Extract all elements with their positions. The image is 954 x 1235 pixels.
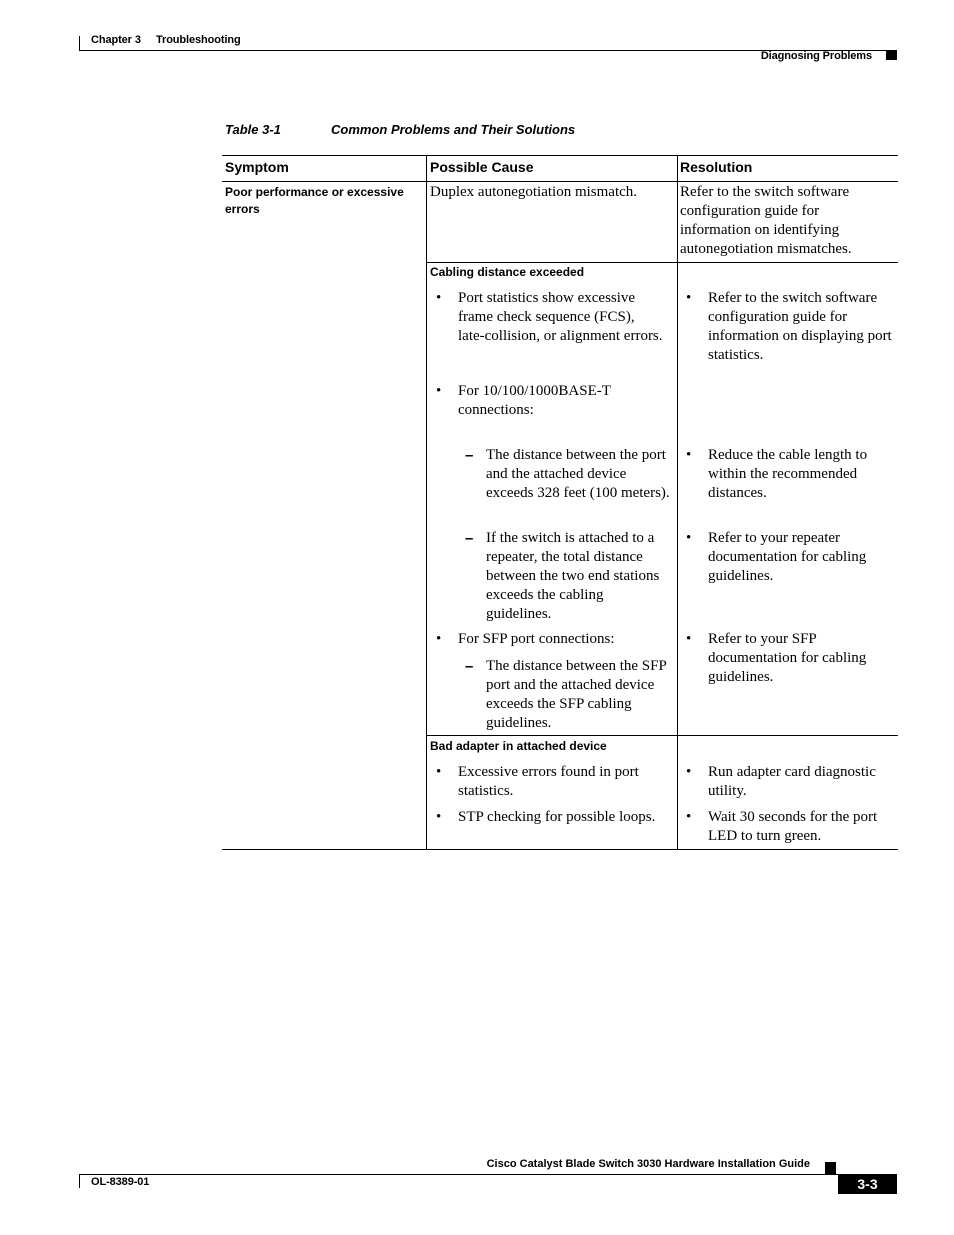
column-divider-2 — [677, 155, 678, 850]
bullet-icon: • — [686, 530, 692, 546]
cause-stp-checking: STP checking for possible loops. — [458, 809, 656, 825]
cause-excessive-errors: Excessive errors found in port statistics. — [458, 764, 639, 799]
header-left-rule — [79, 36, 80, 50]
cause-sfp-connections: For SFP port connections: — [458, 631, 615, 647]
column-header-possible-cause: Possible Cause — [430, 159, 534, 175]
table-number: Table 3-1 — [225, 122, 281, 137]
table-header-rule — [222, 181, 898, 182]
header-section: Diagnosing Problems — [760, 50, 872, 62]
symptom-text: Poor performance or excessive errors — [225, 185, 404, 216]
dash-icon: – — [465, 447, 474, 464]
cause-distance-exceeds: The distance between the port and the attached device exceeds 328 feet (100 meters). — [486, 447, 670, 501]
dash-icon: – — [465, 530, 474, 547]
footer-rule — [79, 1174, 897, 1175]
table-top-rule — [222, 155, 898, 156]
header-chapter: Chapter 3 — [91, 34, 141, 46]
bullet-icon: • — [436, 764, 442, 780]
bullet-icon: • — [436, 383, 442, 399]
bullet-icon: • — [686, 809, 692, 825]
header-chapter-title: Troubleshooting — [156, 34, 241, 46]
column-header-symptom: Symptom — [225, 159, 289, 175]
resolution-reduce-cable: Reduce the cable length to within the recommended distances. — [708, 447, 868, 501]
row-rule-2 — [426, 735, 898, 736]
bullet-icon: • — [436, 631, 442, 647]
table-title: Common Problems and Their Solutions — [331, 122, 576, 137]
bullet-icon: • — [436, 290, 442, 306]
bullet-icon: • — [436, 809, 442, 825]
cause-duplex-mismatch: Duplex autonegotiation mismatch. — [430, 184, 638, 200]
cause-sfp-distance: The distance between the SFP port and the attached device exceeds the SFP cabling guidelines. — [486, 658, 667, 731]
resolution-port-statistics: Refer to the switch software configuration guide for information on displaying port statistics. — [708, 290, 892, 363]
footer-left-rule — [79, 1174, 80, 1188]
resolution-sfp-docs: Refer to your SFP documentation for cabling guidelines. — [708, 631, 867, 685]
column-divider-1 — [426, 155, 427, 850]
resolution-duplex-mismatch: Refer to the switch software configuration guide for information on identifying autonegotiation mismatches. — [680, 184, 852, 257]
column-header-resolution: Resolution — [680, 159, 753, 175]
resolution-wait-30-seconds: Wait 30 seconds for the port LED to turn green. — [708, 809, 878, 844]
cause-copper-connections: For 10/100/1000BASE-T connections: — [458, 383, 611, 418]
resolution-run-diagnostic: Run adapter card diagnostic utility. — [708, 764, 876, 799]
bullet-icon: • — [686, 447, 692, 463]
bullet-icon: • — [686, 764, 692, 780]
resolution-repeater-docs: Refer to your repeater documentation for cabling guidelines. — [708, 530, 867, 584]
cause-repeater-distance: If the switch is attached to a repeater, the total distance between the two end stations exceeds the cabling guidelines. — [486, 530, 660, 622]
footer-marker-block — [825, 1162, 836, 1174]
table-bottom-rule — [222, 849, 898, 850]
cause-port-statistics: Port statistics show excessive frame check sequence (FCS), late-collision, or alignment errors. — [458, 290, 663, 344]
cabling-distance-heading: Cabling distance exceeded — [430, 265, 585, 279]
page-number: 3-3 — [838, 1174, 897, 1194]
dash-icon: – — [465, 658, 474, 675]
bullet-icon: • — [686, 290, 692, 306]
bad-adapter-heading: Bad adapter in attached device — [430, 739, 607, 753]
bullet-icon: • — [686, 631, 692, 647]
footer-doc-id: OL-8389-01 — [91, 1176, 150, 1188]
footer-guide-title: Cisco Catalyst Blade Switch 3030 Hardware Installation Guide — [486, 1158, 810, 1170]
row-rule-1 — [426, 262, 898, 263]
header-marker-block — [886, 50, 897, 60]
